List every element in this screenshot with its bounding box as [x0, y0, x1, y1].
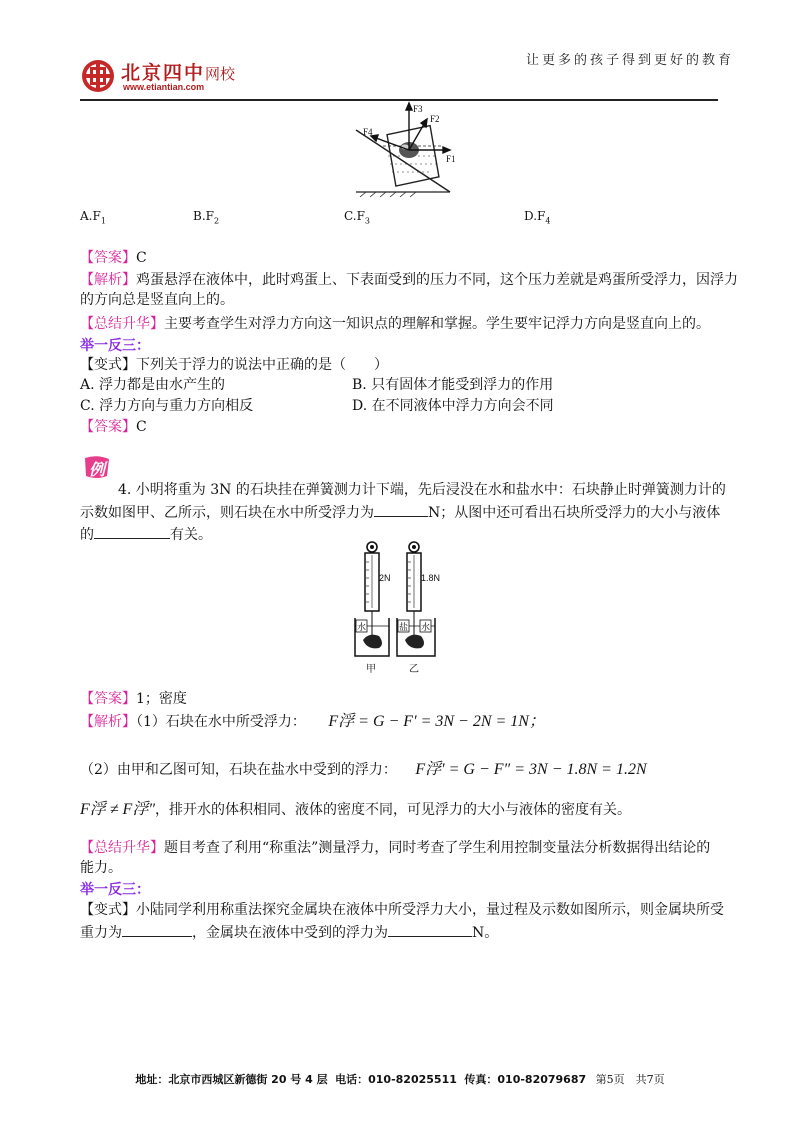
logo-url: www.etiantian.com — [123, 82, 205, 92]
force-label-f3: F3 — [413, 104, 423, 114]
footer-fax: 传真：010-82079687 — [464, 1073, 587, 1086]
formula-3: F浮 ≠ F浮″ — [80, 801, 155, 818]
q3v-option-a: A. 浮力都是由水产生的 — [80, 377, 226, 393]
beaker1-label: 水 — [357, 623, 367, 633]
q4v-blank1[interactable] — [122, 922, 192, 937]
q4-summary-line1: 【总结升华】题目考查了利用“称重法”测量浮力，同时考查了学生利用控制变量法分析数据得出结论的 — [80, 840, 711, 856]
caption-jia: 甲 — [366, 664, 376, 675]
q3-option-d: $D.F_4$ — [524, 209, 551, 226]
header — [0, 0, 800, 100]
q4-analysis-part3: F浮 ≠ F浮″，排开水的体积相同、液体的密度不同，可见浮力的大小与液体的密度有关。 — [80, 801, 631, 818]
q3-option-a: $A.F_1$ — [80, 209, 106, 226]
school-logo-icon — [80, 58, 116, 94]
q3-analysis-line2: 的方向总是竖直向上的。 — [80, 292, 234, 308]
q4-extend-title: 举一反三： — [80, 882, 150, 898]
q4-line3: 的 有关。 — [80, 524, 720, 545]
q3-answer: 【答案】C — [80, 250, 147, 266]
q4-analysis-part2: （2）由甲和乙图可知，石块在盐水中受到的浮力： F浮′ = G − F″ = 3N − 1.8N = 1.2N — [80, 761, 647, 778]
q3-summary: 【总结升华】主要考查学生对浮力方向这一知识点的理解和掌握。学生要牢记浮力方向是竖直向上的。 — [80, 316, 710, 332]
q4-summary-line2: 能力。 — [80, 860, 122, 876]
formula-1: F浮 = G − F′ = 3N − 2N = 1N； — [328, 713, 545, 730]
header-slogan: 让更多的孩子得到更好的教育 — [526, 53, 735, 68]
q4-analysis-part1: 【解析】（1）石块在水中所受浮力： F浮 = G − F′ = 3N − 2N = 1N； — [80, 713, 545, 730]
example-badge: 例 — [82, 455, 112, 481]
footer-page: 第5页 共7页 — [595, 1073, 665, 1086]
q3-extend-title: 举一反三： — [80, 338, 150, 354]
q3-variant-question: 【变式】下列关于浮力的说法中正确的是（ ） — [80, 357, 388, 373]
footer-phone: 电话：010-82025511 — [335, 1073, 457, 1086]
formula-2: F浮′ = G − F″ = 3N − 1.8N = 1.2N — [415, 761, 647, 778]
logo-suffix: 网校 — [205, 65, 236, 83]
q3-analysis-line1: 【解析】鸡蛋悬浮在液体中，此时鸡蛋上、下表面受到的压力不同，这个压力差就是鸡蛋所受浮力，因浮力 — [80, 272, 738, 288]
incline-beaker-figure — [350, 100, 462, 202]
spring-scale-figure — [345, 540, 445, 680]
q4-answer: 【答案】1；密度 — [80, 691, 187, 707]
page-footer — [0, 1071, 800, 1087]
scale1-reading: 2N — [379, 573, 391, 583]
q3v-option-c: C. 浮力方向与重力方向相反 — [80, 398, 254, 414]
q4-blank2[interactable] — [94, 524, 170, 539]
force-label-f2: F2 — [430, 114, 440, 124]
q3v-option-d: D. 在不同液体中浮力方向会不同 — [352, 398, 554, 414]
q4v-blank2[interactable] — [388, 922, 472, 937]
force-label-f4: F4 — [363, 127, 373, 137]
q4-blank1[interactable] — [374, 502, 428, 517]
q4-line1: 4. 小明将重为 3N 的石块挂在弹簧测力计下端，先后浸没在水和盐水中：石块静止时弹簧测力计的 — [118, 482, 726, 498]
q3-option-c: $C.F_3$ — [344, 209, 370, 226]
q3v-option-b: B. 只有固体才能受到浮力的作用 — [352, 377, 554, 393]
beaker2-label-a: 盐 — [399, 623, 409, 633]
beaker2-label-b: 水 — [421, 623, 431, 633]
footer-address: 地址：北京市西城区新德街 20 号 4 层 — [135, 1073, 328, 1086]
q4-variant-line1: 【变式】小陆同学利用称重法探究金属块在液体中所受浮力大小，量过程及示数如图所示，则金属块所受 — [80, 902, 724, 918]
q3-option-b: $B.F_2$ — [193, 209, 220, 226]
scale2-reading: 1.8N — [421, 573, 441, 583]
q4-variant-line2: 重力为 ，金属块在液体中受到的浮力为 N。 — [80, 922, 720, 943]
caption-yi: 乙 — [409, 664, 419, 675]
q4-line2: 示数如图甲、乙所示，则石块在水中所受浮力为 N；从图中还可看出石块所受浮力的大小与液体 — [80, 502, 720, 523]
logo-name: 北京四中 — [121, 62, 206, 84]
q3v-answer: 【答案】C — [80, 419, 147, 435]
force-label-f1: F1 — [446, 154, 456, 164]
